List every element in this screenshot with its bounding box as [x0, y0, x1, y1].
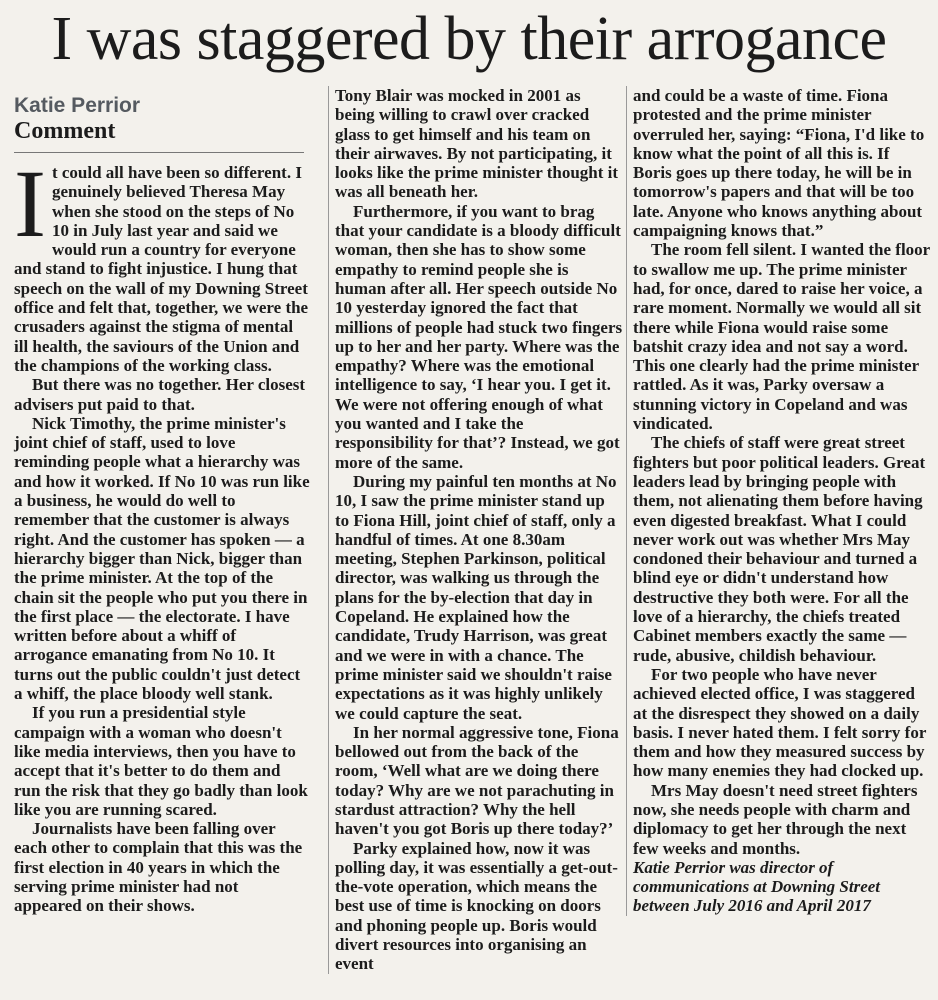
article-paragraph: Mrs May doesn't need street fighters now, she needs people with charm and diplomacy to get her through the next few weeks and months.	[633, 780, 918, 858]
section-label: Comment	[14, 118, 116, 144]
drop-cap: I	[14, 150, 46, 257]
article-paragraph: The room fell silent. I wanted the floor to swallow me up. The prime minister had, for once, dared to raise her voice, a rare moment. Normally we would all sit there while Fiona would raise some batshit crazy idea and not say a word. This one clearly had the prime minister rattled. As it was, Parky oversaw a stunning victory in Copeland and was vindicated.	[633, 240, 930, 434]
article-paragraph: But there was no together. Her closest advisers put paid to that.	[14, 375, 306, 414]
column-3	[626, 86, 931, 916]
article-paragraph: In her normal aggressive tone, Fiona bellowed out from the back of the room, ‘Well what are we doing there today? Why are we not parachuting in stardust attraction? Why the hell haven't you got Boris up there today?’	[335, 722, 619, 839]
article-paragraph: and could be a waste of time. Fiona protested and the prime minister overruled her, saying: “Fiona, I'd like to know what the point of all this is. If Boris goes up there today, he will be in tomorrow's papers and that will be too late. Anyone who knows anything about campaigning knows that.”	[633, 86, 925, 241]
article-paragraph: Journalists have been falling over each other to complain that this was the first election in 40 years in which the serving prime minister had not appeared on their shows.	[14, 819, 303, 916]
byline-divider	[14, 152, 304, 153]
article-paragraph: Tony Blair was mocked in 2001 as being willing to crawl over cracked glass to get himself and his team on their airwaves. By not participating, it looks like the prime minister thought it was all beneath her.	[335, 86, 619, 202]
column-1	[14, 86, 310, 916]
headline: I was staggered by their arrogance	[51, 5, 887, 73]
byline	[14, 94, 310, 144]
column-2	[328, 86, 623, 974]
author-tagline: Katie Perrior was director of communications at Downing Street between July 2016 and April 2017	[633, 857, 881, 916]
author-name: Katie Perrior	[14, 94, 141, 117]
article-paragraph: For two people who have never achieved elected office, I was staggered at the disrespect they showed on a daily basis. I never hated them. I felt sorry for them and how they measured success by how many enemies they had clocked up.	[633, 664, 927, 781]
article-paragraph: Parky explained how, now it was polling day, it was essentially a get-out-the-vote operation, which means the best use of time is knocking on doors and phoning people up. Boris would divert resources into organising an event	[335, 838, 618, 974]
article-paragraph: If you run a presidential style campaign with a woman who doesn't like media interviews, then you have to accept that it's better to do them and run the risk that they go badly than look like you are running scared.	[14, 703, 308, 819]
article-paragraph: The chiefs of staff were great street fighters but poor political leaders. Great leaders lead by bringing people with them, not alienating them before having even digested breakfast. What I could never work out was whether Mrs May condoned their behaviour and turned a blind eye or didn't understand how destructive they both were. For all the love of a hierarchy, the chiefs treated Cabinet members exactly the same — rude, abusive, childish behaviour.	[633, 433, 926, 665]
article-paragraph: Furthermore, if you want to brag that your candidate is a bloody difficult woman, then she has to show some empathy to remind people she is human after all. Her speech outside No 10 yesterday ignored the fact that millions of people had stuck two fingers up to her and her party. Where was the empathy? Where was the emotional intelligence to say, ‘I hear you. I get it. We were not offering enough of what you wanted and I take the responsibility for that’? Instead, we got more of the same.	[335, 201, 623, 472]
article-paragraph: During my painful ten months at No 10, I saw the prime minister stand up to Fiona Hill, joint chief of staff, only a handful of times. At one 8.30am meeting, Stephen Parkinson, political director, was walking us through the plans for the by-election that day in Copeland. He explained how the candidate, Trudy Harrison, was great and we were in with a chance. The prime minister said we shouldn't raise expectations as it was highly unlikely we could capture the seat.	[335, 471, 617, 723]
article-paragraph: It could all have been so different. I genuinely believed Theresa May when she stood on the steps of No 10 in July last year and said we would run a country for everyone and stand to fight injustice. I hung that speech on the wall of my Downing Street office and felt that, together, we were the crusaders against the stigma of mental ill health, the saviours of the Union and the champions of the working class.	[14, 150, 309, 375]
article-paragraph: Nick Timothy, the prime minister's joint chief of staff, used to love reminding people what a hierarchy was and how it worked. If No 10 was run like a business, he would do well to remember that the customer is always right. And the customer has spoken — a hierarchy bigger than Nick, bigger than the prime minister. At the top of the chain sit the people who put you there in the first place — the electorate. I have written before about a whiff of arrogance emanating from No 10. It turns out the public couldn't just detect a whiff, the place bloody well stank.	[14, 413, 310, 704]
